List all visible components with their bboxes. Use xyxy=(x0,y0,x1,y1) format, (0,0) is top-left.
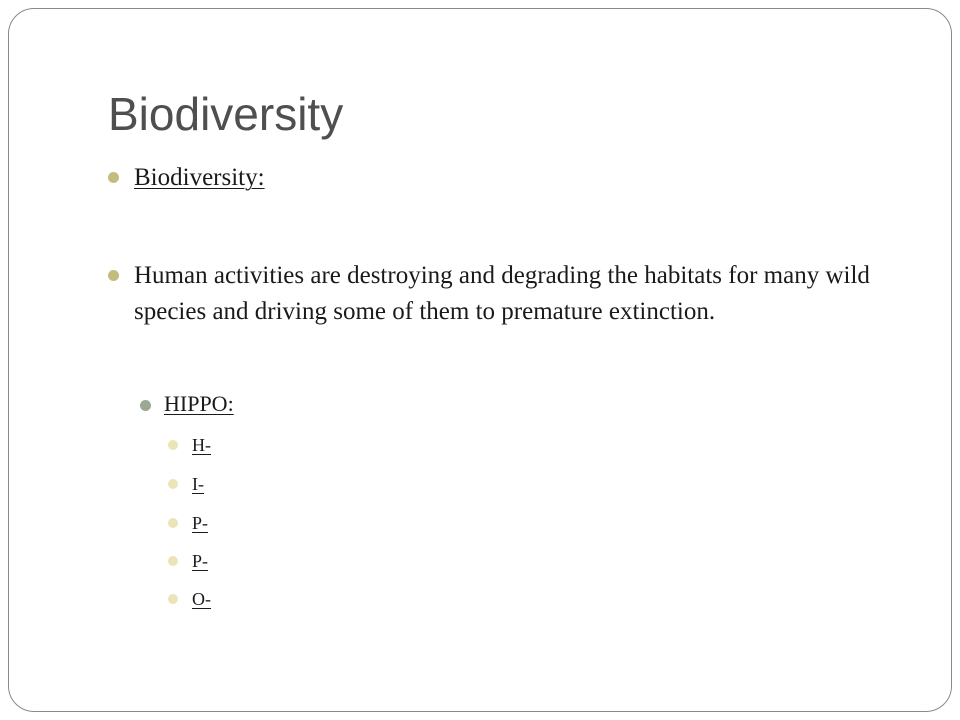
hippo-item-i: I- xyxy=(192,474,204,494)
bullet-dot-icon xyxy=(140,400,151,411)
bullet-dot-icon xyxy=(168,518,178,528)
hippo-item-h: H- xyxy=(192,435,211,455)
bullet-dot-icon xyxy=(168,479,178,489)
hippo-item-o: O- xyxy=(192,589,211,609)
bullet-dot-icon xyxy=(108,270,119,281)
hippo-item-p2: P- xyxy=(192,551,209,571)
bullet-dot-icon xyxy=(168,440,178,450)
bullet-human-activities: Human activities are destroying and degrading the habitats for many wild species and driving some of them to premature extinction. xyxy=(134,262,870,325)
bullet-dot-icon xyxy=(168,556,178,566)
hippo-item-p1: P- xyxy=(192,513,209,533)
bullet-dot-icon xyxy=(168,594,178,604)
bullet-dot-icon xyxy=(108,172,119,183)
sub-bullet-hippo: HIPPO: xyxy=(164,391,234,416)
slide-title: Biodiversity xyxy=(108,88,344,140)
bullet-biodiversity: Biodiversity: xyxy=(134,164,265,191)
